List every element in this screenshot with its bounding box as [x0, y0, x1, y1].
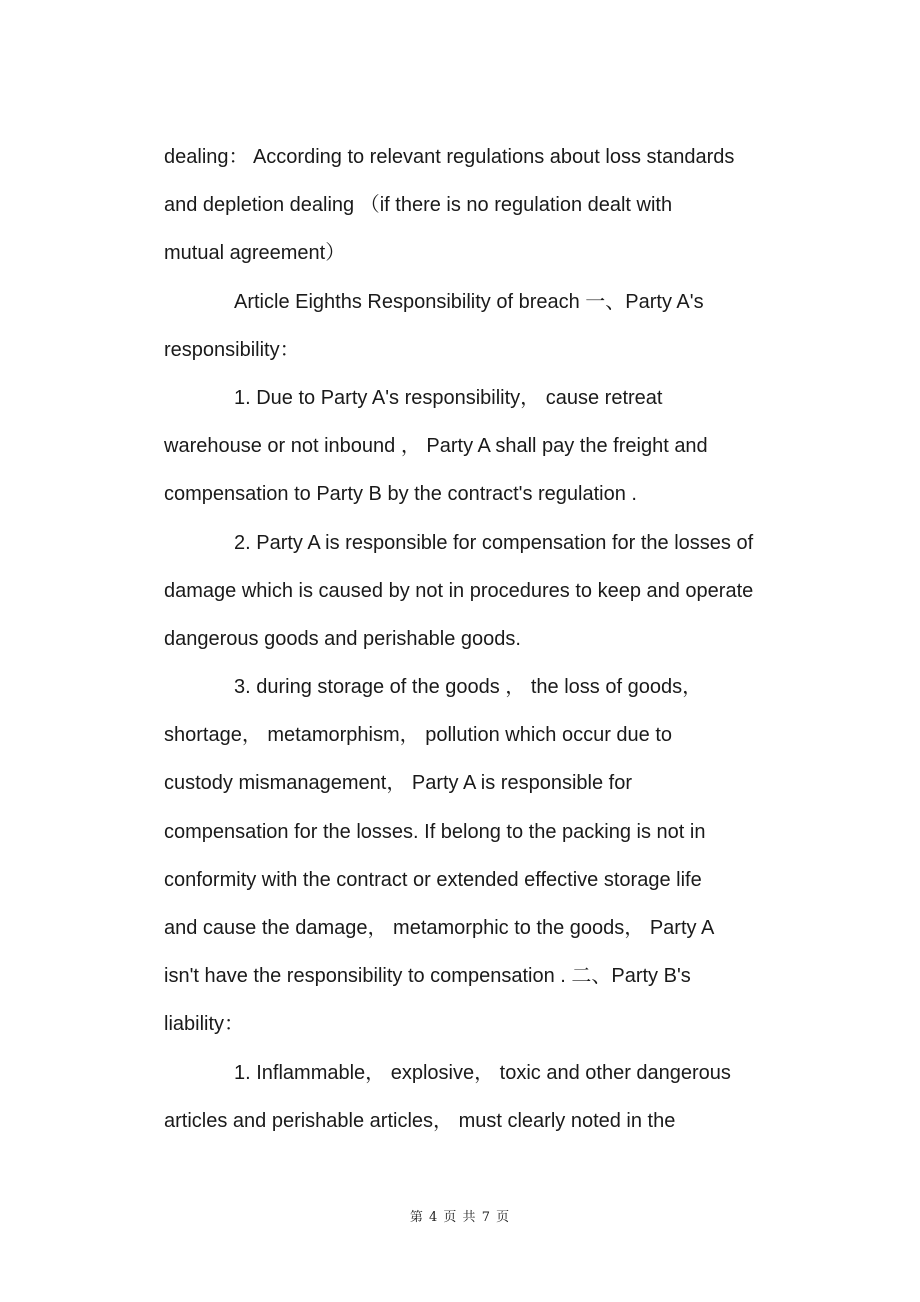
- text-line: conformity with the contract or extended effective storage life: [164, 868, 702, 891]
- text-line: dangerous goods and perishable goods.: [164, 627, 521, 650]
- text-line: shortage， metamorphism， pollution which occur due to: [164, 724, 673, 747]
- text-line: custody mismanagement， Party A is responsible for: [164, 772, 632, 795]
- text-line: mutual agreement）: [164, 242, 346, 265]
- clause-3: 3. during storage of the goods ， the loss of goods，: [234, 676, 703, 699]
- clause-1: 1. Due to Party A's responsibility， cause retreat: [234, 386, 663, 409]
- text-line: isn't have the responsibility to compensation . 二、Party B's: [164, 965, 691, 988]
- text-line: responsibility：: [164, 338, 300, 361]
- text-line: dealing： According to relevant regulations about loss standards: [164, 146, 735, 168]
- text-line: damage which is caused by not in procedures to keep and operate: [164, 579, 754, 602]
- text-line: compensation to Party B by the contract's regulation .: [164, 483, 637, 506]
- text-line: warehouse or not inbound ， Party A shall pay the freight and: [164, 435, 708, 458]
- text-line: articles and perishable articles， must clearly noted in the: [164, 1109, 676, 1132]
- clause-b1: 1. Inflammable， explosive， toxic and other dangerous: [234, 1061, 731, 1084]
- text-line: compensation for the losses. If belong to the packing is not in: [164, 820, 706, 843]
- article-heading: Article Eighths Responsibility of breach 一、Party A's: [234, 290, 704, 313]
- clause-2: 2. Party A is responsible for compensation for the losses of: [234, 531, 754, 554]
- text-line: and cause the damage， metamorphic to the goods， Party A: [164, 917, 715, 939]
- document-body: [164, 133, 804, 1145]
- text-line: liability：: [164, 1013, 245, 1036]
- page-number-footer: 第 4 页 共 7 页: [409, 1210, 511, 1225]
- text-line: and depletion dealing （if there is no regulation dealt with: [164, 194, 673, 217]
